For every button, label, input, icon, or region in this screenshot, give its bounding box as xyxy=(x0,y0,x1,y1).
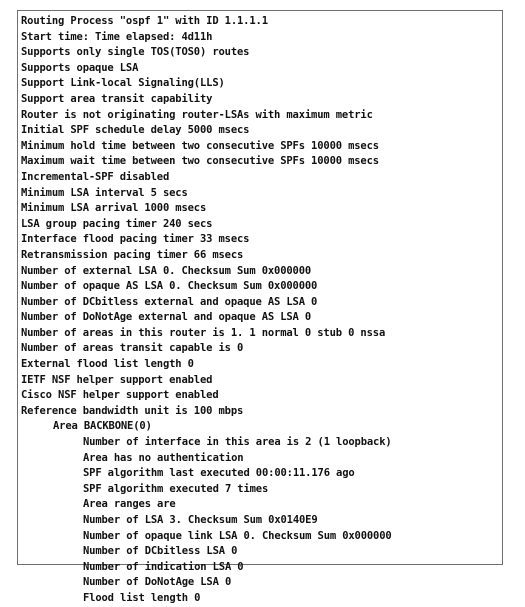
terminal-line: Number of areas transit capable is 0 xyxy=(21,342,244,355)
terminal-line: Supports only single TOS(TOS0) routes xyxy=(21,46,250,59)
terminal-line: Number of opaque AS LSA 0. Checksum Sum 0x000000 xyxy=(21,280,318,293)
terminal-line: Number of DoNotAge external and opaque AS LSA 0 xyxy=(21,311,312,324)
terminal-line: Number of DoNotAge LSA 0 xyxy=(83,576,232,589)
terminal-line: Number of indication LSA 0 xyxy=(83,560,244,573)
terminal-line: Number of interface in this area is 2 (1 loopback) xyxy=(83,436,392,449)
terminal-line: Number of DCbitless external and opaque AS LSA 0 xyxy=(21,295,318,308)
terminal-line: Initial SPF schedule delay 5000 msecs xyxy=(21,124,250,137)
terminal-line: Area BACKBONE(0) xyxy=(53,420,152,433)
terminal-line: External flood list length 0 xyxy=(21,358,194,371)
terminal-line: Start time: Time elapsed: 4d11h xyxy=(21,30,213,43)
terminal-line: Maximum wait time between two consecutive SPFs 10000 msecs xyxy=(21,155,379,168)
terminal-line: Minimum hold time between two consecutive SPFs 10000 msecs xyxy=(21,139,379,152)
terminal-line: Supports opaque LSA xyxy=(21,61,139,74)
terminal-line: LSA group pacing timer 240 secs xyxy=(21,217,213,230)
terminal-line: Area has no authentication xyxy=(83,451,244,464)
terminal-line: Number of DCbitless LSA 0 xyxy=(83,545,238,558)
terminal-output-text xyxy=(21,14,392,607)
terminal-line: Reference bandwidth unit is 100 mbps xyxy=(21,404,244,417)
terminal-line: SPF algorithm executed 7 times xyxy=(83,482,269,495)
terminal-line: Minimum LSA arrival 1000 msecs xyxy=(21,202,207,215)
terminal-line: Retransmission pacing timer 66 msecs xyxy=(21,248,244,261)
terminal-line: Interface flood pacing timer 33 msecs xyxy=(21,233,250,246)
terminal-line: Number of areas in this router is 1. 1 normal 0 stub 0 nssa xyxy=(21,326,386,339)
terminal-line: Number of external LSA 0. Checksum Sum 0x000000 xyxy=(21,264,312,277)
terminal-line: Minimum LSA interval 5 secs xyxy=(21,186,188,199)
terminal-line: Incremental-SPF disabled xyxy=(21,170,170,183)
terminal-line: Flood list length 0 xyxy=(83,591,201,604)
terminal-line: Support Link-local Signaling(LLS) xyxy=(21,77,225,90)
terminal-line: Number of LSA 3. Checksum Sum 0x0140E9 xyxy=(83,514,318,526)
terminal-line: Number of opaque link LSA 0. Checksum Sum 0x000000 xyxy=(83,529,392,542)
terminal-line: Router is not originating router-LSAs with maximum metric xyxy=(21,108,373,121)
terminal-line: Cisco NSF helper support enabled xyxy=(21,389,219,402)
terminal-line: Area ranges are xyxy=(83,498,176,511)
terminal-line: IETF NSF helper support enabled xyxy=(21,373,213,386)
terminal-line: SPF algorithm last executed 00:00:11.176 ago xyxy=(83,467,355,480)
terminal-line: Routing Process "ospf 1" with ID 1.1.1.1 xyxy=(21,15,268,27)
terminal-line: Support area transit capability xyxy=(21,92,213,105)
